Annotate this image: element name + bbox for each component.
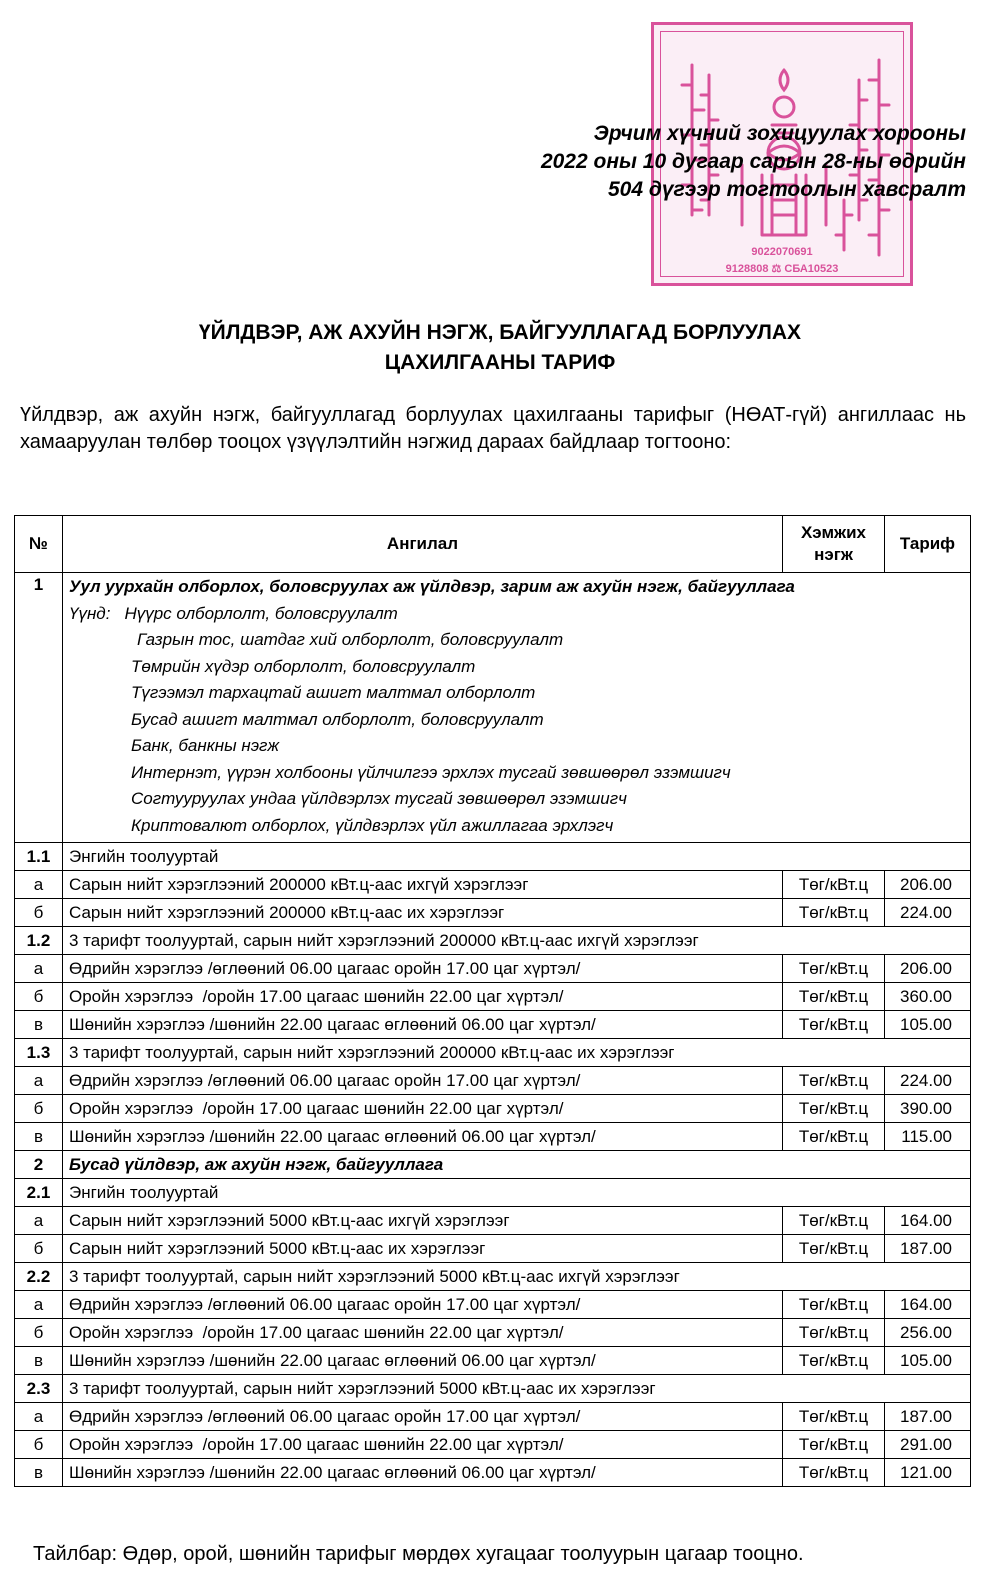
row-rate: 224.00	[885, 899, 971, 927]
table-row	[15, 871, 971, 899]
header-line-3: 504 дүгээр тогтоолын хавсралт	[608, 178, 966, 201]
row-title: Энгийн тоолууртай	[63, 1179, 971, 1207]
includes-line-0	[69, 601, 964, 628]
table-row	[15, 983, 971, 1011]
row-unit: Төг/кВт.ц	[783, 1403, 885, 1431]
includes-item: Криптовалют олборлох, үйлдвэрлэх үйл ажиллагаа эрхлэгч	[131, 815, 614, 835]
row-unit: Төг/кВт.ц	[783, 1067, 885, 1095]
document-title	[0, 318, 1000, 378]
row-unit: Төг/кВт.ц	[783, 1431, 885, 1459]
row-rate: 105.00	[885, 1347, 971, 1375]
row-unit: Төг/кВт.ц	[783, 1095, 885, 1123]
row-unit: Төг/кВт.ц	[783, 1011, 885, 1039]
row-unit: Төг/кВт.ц	[783, 899, 885, 927]
row-label: Шөнийн хэрэглээ /шөнийн 22.00 цагаас өглөөний 06.00 цаг хүртэл/	[63, 1123, 783, 1151]
row-rate: 164.00	[885, 1207, 971, 1235]
table-row	[15, 1067, 971, 1095]
row-label: Өдрийн хэрэглээ /өглөөний 06.00 цагаас оройн 17.00 цаг хүртэл/	[63, 1291, 783, 1319]
row-title: 3 тарифт тоолууртай, сарын нийт хэрэглээний 200000 кВт.ц-аас их хэрэглээг	[63, 1039, 971, 1067]
row-no: б	[15, 983, 63, 1011]
row-no: а	[15, 1403, 63, 1431]
row-unit: Төг/кВт.ц	[783, 1291, 885, 1319]
table-row	[15, 1263, 971, 1291]
table-row	[15, 1431, 971, 1459]
row-unit: Төг/кВт.ц	[783, 1123, 885, 1151]
seal-code-2: 9128808 ⚖ СБА10523	[725, 263, 839, 275]
includes-item: Газрын тос, шатдаг хий олборлолт, боловсруулалт	[137, 630, 564, 649]
table-row	[15, 1179, 971, 1207]
row-no: а	[15, 1067, 63, 1095]
row-label: Сарын нийт хэрэглээний 5000 кВт.ц-аас ихгүй хэрэглээг	[63, 1207, 783, 1235]
row-title: 3 тарифт тоолууртай, сарын нийт хэрэглээний 200000 кВт.ц-аас ихгүй хэрэглээг	[63, 927, 971, 955]
table-row	[15, 1459, 971, 1487]
row-label: Сарын нийт хэрэглээний 200000 кВт.ц-аас их хэрэглээг	[63, 899, 783, 927]
table-row	[15, 1011, 971, 1039]
table-row	[15, 1291, 971, 1319]
row-label: Өдрийн хэрэглээ /өглөөний 06.00 цагаас оройн 17.00 цаг хүртэл/	[63, 1403, 783, 1431]
row-label: Сарын нийт хэрэглээний 200000 кВт.ц-аас ихгүй хэрэглээг	[63, 871, 783, 899]
row-label: Оройн хэрэглээ /оройн 17.00 цагаас шөнийн 22.00 цаг хүртэл/	[63, 1319, 783, 1347]
row-title: 3 тарифт тоолууртай, сарын нийт хэрэглээний 5000 кВт.ц-аас их хэрэглээг	[63, 1375, 971, 1403]
row-rate: 187.00	[885, 1403, 971, 1431]
row-no: б	[15, 1095, 63, 1123]
row-no: а	[15, 1207, 63, 1235]
title-line-2: ЦАХИЛГААНЫ ТАРИФ	[384, 351, 616, 374]
includes-item: Согтууруулах ундаа үйлдвэрлэх тусгай зөвшөөрөл эзэмшигч	[131, 789, 627, 808]
table-row-section-1	[15, 573, 971, 843]
row-label: Шөнийн хэрэглээ /шөнийн 22.00 цагаас өглөөний 06.00 цаг хүртэл/	[63, 1459, 783, 1487]
row-unit: Төг/кВт.ц	[783, 1459, 885, 1487]
row-label: Оройн хэрэглээ /оройн 17.00 цагаас шөнийн 22.00 цаг хүртэл/	[63, 983, 783, 1011]
row-rate: 164.00	[885, 1291, 971, 1319]
table-row	[15, 1123, 971, 1151]
table-row	[15, 927, 971, 955]
header-line-1: Эрчим хүчний зохицуулах хорооны	[593, 122, 966, 145]
row-label: Өдрийн хэрэглээ /өглөөний 06.00 цагаас оройн 17.00 цаг хүртэл/	[63, 955, 783, 983]
row-rate: 105.00	[885, 1011, 971, 1039]
includes-label: Үүнд:	[69, 603, 111, 623]
col-header-category: Ангилал	[63, 516, 783, 573]
table-row	[15, 1039, 971, 1067]
row-rate: 256.00	[885, 1319, 971, 1347]
row-label: Өдрийн хэрэглээ /өглөөний 06.00 цагаас оройн 17.00 цаг хүртэл/	[63, 1067, 783, 1095]
row-no: в	[15, 1011, 63, 1039]
row-title: 3 тарифт тоолууртай, сарын нийт хэрэглээний 5000 кВт.ц-аас ихгүй хэрэглээг	[63, 1263, 971, 1291]
table-row	[15, 1403, 971, 1431]
includes-item: Түгээмэл тархацтай ашигт малтмал олборлолт	[131, 683, 536, 702]
row-title: Энгийн тоолууртай	[63, 843, 971, 871]
title-line-1: ҮЙЛДВЭР, АЖ АХУЙН НЭГЖ, БАЙГУУЛЛАГАД БОРЛУУЛАХ	[198, 321, 802, 344]
row-rate: 115.00	[885, 1123, 971, 1151]
row-unit: Төг/кВт.ц	[783, 983, 885, 1011]
row-no: а	[15, 871, 63, 899]
section-title: Бусад үйлдвэр, аж ахуйн нэгж, байгууллага	[63, 1151, 971, 1179]
col-header-rate: Тариф	[885, 516, 971, 573]
row-rate: 187.00	[885, 1235, 971, 1263]
row-unit: Төг/кВт.ц	[783, 955, 885, 983]
row-rate: 206.00	[885, 955, 971, 983]
row-unit: Төг/кВт.ц	[783, 1347, 885, 1375]
table-row	[15, 1207, 971, 1235]
row-rate: 224.00	[885, 1067, 971, 1095]
row-no: а	[15, 1291, 63, 1319]
row-label: Шөнийн хэрэглээ /шөнийн 22.00 цагаас өглөөний 06.00 цаг хүртэл/	[63, 1011, 783, 1039]
row-no: б	[15, 1431, 63, 1459]
row-unit: Төг/кВт.ц	[783, 1235, 885, 1263]
row-unit: Төг/кВт.ц	[783, 1319, 885, 1347]
includes-item: Нүүрс олборлолт, боловсруулалт	[124, 603, 398, 623]
row-rate: 121.00	[885, 1459, 971, 1487]
row-rate: 360.00	[885, 983, 971, 1011]
row-rate: 390.00	[885, 1095, 971, 1123]
row-no: б	[15, 1235, 63, 1263]
table-row	[15, 1235, 971, 1263]
table-row	[15, 1347, 971, 1375]
row-no: в	[15, 1459, 63, 1487]
row-label: Оройн хэрэглээ /оройн 17.00 цагаас шөнийн 22.00 цаг хүртэл/	[63, 1431, 783, 1459]
table-row	[15, 1095, 971, 1123]
row-no: б	[15, 899, 63, 927]
row-no: б	[15, 1319, 63, 1347]
row-no: в	[15, 1347, 63, 1375]
row-no: 1.1	[15, 843, 63, 871]
row-label: Шөнийн хэрэглээ /шөнийн 22.00 цагаас өглөөний 06.00 цаг хүртэл/	[63, 1347, 783, 1375]
seal-code-1: 9022070691	[751, 246, 813, 258]
row-no: 1	[15, 573, 63, 843]
row-no: 2.3	[15, 1375, 63, 1403]
row-rate: 291.00	[885, 1431, 971, 1459]
row-no: 1.2	[15, 927, 63, 955]
footnote: Тайлбар: Өдөр, орой, шөнийн тарифыг мөрдөх хугацааг тоолуурын цагаар тооцно.	[33, 1543, 804, 1565]
header-line-2: 2022 оны 10 дугаар сарын 28-ны өдрийн	[540, 150, 966, 173]
row-no: а	[15, 955, 63, 983]
section-title: Уул уурхайн олборлох, боловсруулах аж үйлдвэр, зарим аж ахуйн нэгж, байгууллага	[69, 577, 795, 596]
col-header-unit: Хэмжих нэгж	[783, 516, 885, 573]
table-row	[15, 843, 971, 871]
row-no: 1.3	[15, 1039, 63, 1067]
table-row	[15, 1375, 971, 1403]
col-header-no: №	[15, 516, 63, 573]
row-no: 2.1	[15, 1179, 63, 1207]
row-no: 2.2	[15, 1263, 63, 1291]
table-row	[15, 1319, 971, 1347]
includes-item: Бусад ашигт малтмал олборлолт, боловсруулалт	[131, 709, 544, 729]
includes-item: Банк, банкны нэгж	[131, 736, 280, 755]
tariff-table	[14, 515, 971, 1487]
row-unit: Төг/кВт.ц	[783, 871, 885, 899]
includes-item: Интернэт, үүрэн холбооны үйлчилгээ эрхлэх тусгай зөвшөөрөл эзэмшигч	[131, 762, 731, 782]
table-row	[15, 899, 971, 927]
row-label: Оройн хэрэглээ /оройн 17.00 цагаас шөнийн 22.00 цаг хүртэл/	[63, 1095, 783, 1123]
table-row	[15, 955, 971, 983]
table-row-section-2	[15, 1151, 971, 1179]
row-label: Сарын нийт хэрэглээний 5000 кВт.ц-аас их хэрэглээг	[63, 1235, 783, 1263]
table-header-row	[15, 516, 971, 573]
intro-paragraph: Үйлдвэр, аж ахуйн нэгж, байгууллагад борлуулах цахилгааны тарифыг (НӨАТ-гүй) ангиллаас нь хамааруулан төлбөр тооцох үзүүлэлтийн нэгжид дараах байдлаар тогтооно:	[20, 404, 966, 453]
appendix-reference	[541, 120, 966, 204]
section-1-cell	[63, 573, 971, 843]
includes-item: Төмрийн хүдэр олборлолт, боловсруулалт	[131, 656, 476, 676]
row-no: в	[15, 1123, 63, 1151]
row-rate: 206.00	[885, 871, 971, 899]
row-unit: Төг/кВт.ц	[783, 1207, 885, 1235]
row-no: 2	[15, 1151, 63, 1179]
